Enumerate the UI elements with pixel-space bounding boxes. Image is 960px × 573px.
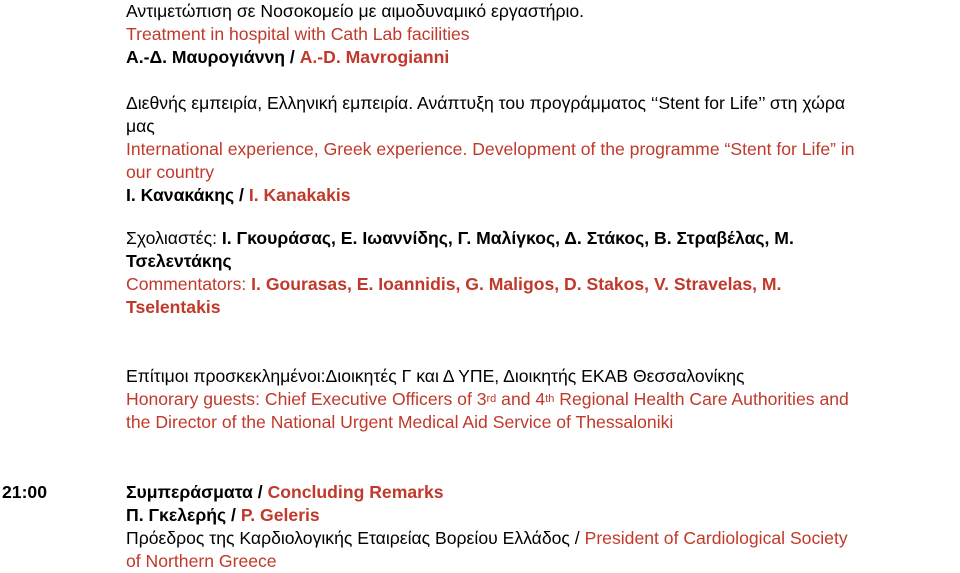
commentators-english-line2: Tselentakis (126, 297, 221, 317)
commentators-block (126, 227, 958, 319)
session-title-greek-line1: Διεθνής εμπειρία, Ελληνική εμπειρία. Ανάπτυξη του προγράμματος ‘‘Stent for Life’’ στη χώρα (126, 93, 846, 113)
speaker-separator: / (234, 185, 249, 205)
role-english-line1: President of Cardiological Society (584, 528, 848, 548)
guests-english-line1 (126, 388, 958, 411)
conclusion-title-english: Concluding Remarks (267, 482, 444, 502)
guests-english-part2: and 4 (496, 389, 546, 409)
title-separator: / (252, 482, 268, 502)
role-english-line2: of Northern Greece (126, 551, 277, 571)
session-cath-lab (126, 0, 958, 69)
session-stent-for-life (126, 92, 958, 207)
commentators-greek-label: Σχολιαστές: (126, 228, 222, 248)
conclusion-speaker (126, 504, 958, 527)
role-separator: / (569, 528, 585, 548)
guests-greek: Επίτιμοι προσκεκλημένοι:Διοικητές Γ και Δ ΥΠΕ, Διοικητής ΕΚΑΒ Θεσσαλονίκης (126, 366, 745, 386)
conclusion-title-greek: Συμπεράσματα (126, 482, 253, 502)
session-title-english: Treatment in hospital with Cath Lab facilities (126, 24, 470, 44)
session-time: 21:00 (2, 482, 47, 502)
speaker-separator: / (226, 505, 241, 525)
session-title-greek: Αντιμετώπιση σε Νοσοκομείο με αιμοδυναμικό εργαστήριο. (126, 1, 585, 21)
session-speaker (126, 184, 958, 207)
guests-english-part1: Honorary guests: Chief Executive Officers of 3 (126, 389, 487, 409)
honorary-guests-block (126, 365, 958, 434)
guests-english-part3: Regional Health Care Authorities and (554, 389, 849, 409)
role-greek: Πρόεδρος της Καρδιολογικής Εταιρείας Βορείου Ελλάδος (126, 528, 570, 548)
session-title-english-line1: International experience, Greek experience. Development of the programme “Stent for Life” in (126, 139, 855, 159)
commentators-greek-line2: Τσελεντάκης (126, 251, 232, 271)
commentators-greek-line1 (126, 227, 958, 250)
speaker-english: I. Kanakakis (248, 185, 351, 205)
speaker-english: A.-D. Mavrogianni (299, 47, 450, 67)
speaker-role-line1 (126, 527, 958, 550)
ordinal-rd: rd (486, 393, 497, 405)
session-title-english-line2: our country (126, 162, 215, 182)
commentators-english-label: Commentators: (126, 274, 252, 294)
guests-english-line2: the Director of the National Urgent Medical Aid Service of Thessaloniki (126, 412, 674, 432)
commentators-english-line1 (126, 273, 958, 296)
concluding-remarks-block (126, 481, 958, 573)
ordinal-th: th (545, 393, 555, 405)
speaker-greek: Ι. Κανακάκης (126, 185, 235, 205)
commentators-greek-names: Ι. Γκουράσας, Ε. Ιωαννίδης, Γ. Μαλίγκος, Δ. Στάκος, Β. Στραβέλας, Μ. (221, 228, 794, 248)
speaker-greek: Π. Γκελερής (126, 505, 227, 525)
session-title-greek-line2: μας (126, 116, 155, 136)
conclusion-title (126, 481, 958, 504)
speaker-separator: / (285, 47, 300, 67)
speaker-greek: Α.-Δ. Μαυρογιάννη (126, 47, 286, 67)
commentators-english-names: I. Gourasas, E. Ioannidis, G. Maligos, D. Stakos, V. Stravelas, M. (251, 274, 782, 294)
speaker-english: P. Geleris (240, 505, 320, 525)
session-speaker (126, 46, 958, 69)
